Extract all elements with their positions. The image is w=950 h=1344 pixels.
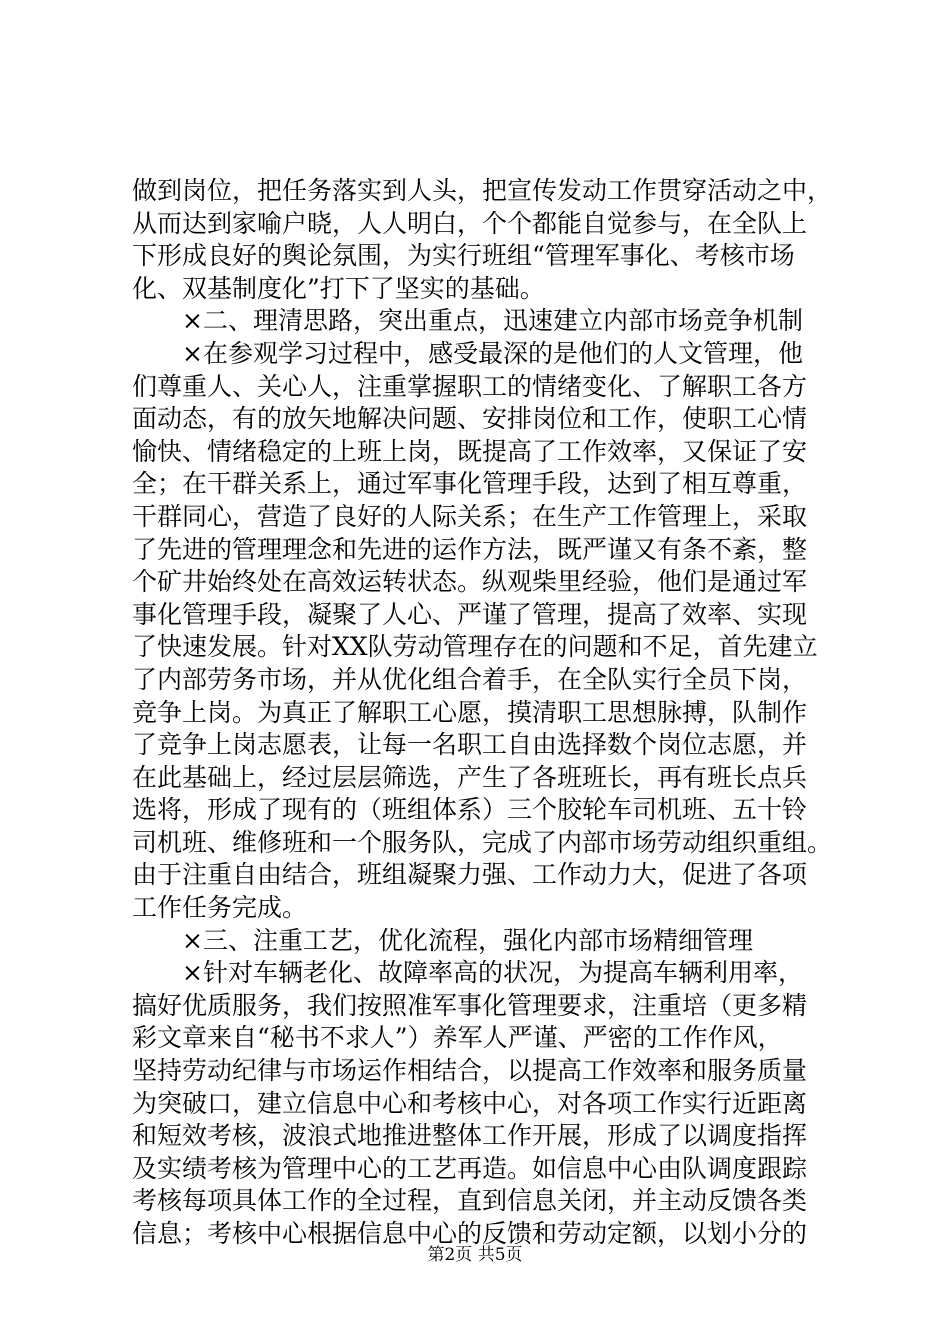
text-line: 搞好优质服务，我们按照准军事化管理要求，注重培（更多精: [132, 990, 808, 1020]
text-line: 考核每项具体工作的全过程，直到信息关闭，并主动反馈各类: [132, 1186, 808, 1216]
section-heading: ×三、注重工艺，优化流程，强化内部市场精细管理: [132, 925, 753, 955]
text-line: 化、双基制度化”打下了坚实的基础。: [132, 273, 545, 303]
text-line: 司机班、维修班和一个服务队，完成了内部市场劳动组织重组。: [132, 827, 833, 857]
page-number-footer: 第2页 共5页: [427, 1245, 523, 1265]
text-line: 和短效考核，波浪式地推进整体工作开展，形成了以调度指挥: [132, 1121, 808, 1151]
text-line: 彩文章来自“秘书不求人”）养军人严谨、严密的工作作风，: [132, 1023, 783, 1053]
text-line: 了先进的管理理念和先进的运作方法，既严谨又有条不紊，整: [132, 534, 808, 564]
text-line: 由于注重自由结合，班组凝聚力强、工作动力大，促进了各项: [132, 860, 808, 890]
text-line: 及实绩考核为管理中心的工艺再造。如信息中心由队调度跟踪: [132, 1153, 808, 1183]
text-line: 竞争上岗。为真正了解职工心愿，摸清职工思想脉搏，队制作: [132, 697, 808, 727]
text-line: 们尊重人、关心人，注重掌握职工的情绪变化、了解职工各方: [132, 371, 808, 401]
text-line: 了竞争上岗志愿表，让每一名职工自由选择数个岗位志愿，并: [132, 730, 808, 760]
text-line: ×在参观学习过程中，感受最深的是他们的人文管理，他: [132, 338, 803, 368]
text-line: 了快速发展。针对XX队劳动管理存在的问题和不足，首先建立: [132, 632, 818, 662]
text-line: 为突破口，建立信息中心和考核中心，对各项工作实行近距离: [132, 1088, 808, 1118]
text-line: ×针对车辆老化、故障率高的状况，为提高车辆利用率，: [132, 958, 803, 988]
text-line: 事化管理手段，凝聚了人心、严谨了管理，提高了效率、实现: [132, 599, 808, 629]
text-line: 做到岗位，把任务落实到人头，把宣传发动工作贯穿活动之中，: [132, 176, 833, 205]
text-line: 个矿井始终处在高效运转状态。纵观柴里经验，他们是通过军: [132, 567, 808, 597]
body-text: [132, 175, 832, 1251]
section-heading: ×二、理清思路，突出重点，迅速建立内部市场竞争机制: [132, 306, 803, 336]
text-line: 在此基础上，经过层层筛选，产生了各班班长，再有班长点兵: [132, 762, 808, 792]
text-line: 下形成良好的舆论氛围，为实行班组“管理军事化、考核市场: [132, 241, 795, 271]
text-line: 愉快、情绪稳定的上班上岗，既提高了工作效率，又保证了安: [132, 436, 808, 466]
text-line: 坚持劳动纪律与市场运作相结合，以提高工作效率和服务质量: [132, 1056, 808, 1086]
text-line: 了内部劳务市场，并从优化组合着手，在全队实行全员下岗，: [132, 664, 808, 694]
text-line: 全；在干群关系上，通过军事化管理手段，达到了相互尊重，: [132, 469, 808, 499]
text-line: 选将，形成了现有的（班组体系）三个胶轮车司机班、五十铃: [132, 795, 808, 825]
text-line: 工作任务完成。: [132, 893, 308, 923]
text-line: 信息；考核中心根据信息中心的反馈和劳动定额，以划小分的: [132, 1219, 808, 1248]
text-line: 干群同心，营造了良好的人际关系；在生产工作管理上，采取: [132, 501, 808, 531]
text-line: 从而达到家喻户晓，人人明白，个个都能自觉参与，在全队上: [132, 208, 808, 238]
text-line: 面动态，有的放矢地解决问题、安排岗位和工作，使职工心情: [132, 404, 808, 434]
